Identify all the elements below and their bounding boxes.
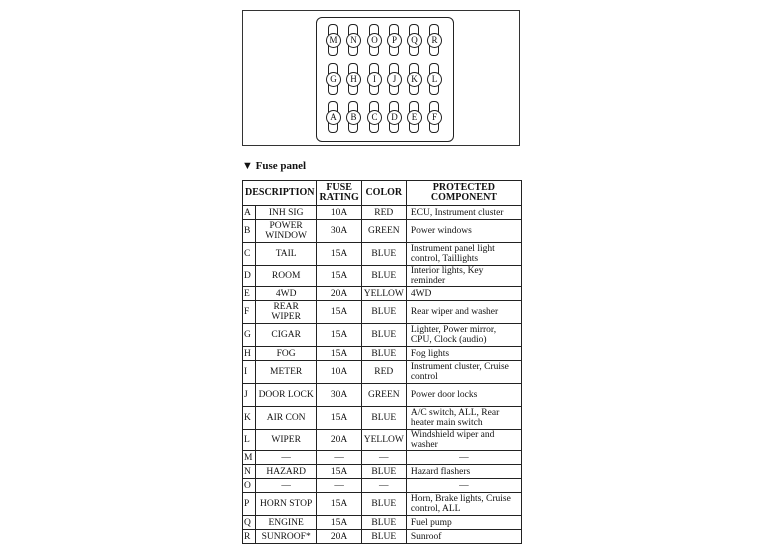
fuse-color: YELLOW (361, 287, 406, 301)
header-color: COLOR (361, 181, 406, 206)
fuse-slot (347, 101, 359, 133)
fuse-description: 4WD (255, 287, 317, 301)
fuse-color: — (361, 451, 406, 465)
fuse-id: A (243, 206, 256, 220)
table-row (243, 479, 522, 493)
fuse-label: F (427, 110, 442, 125)
fuse-id: R (243, 530, 256, 544)
fuse-rating: 10A (317, 361, 361, 384)
fuse-rating: — (317, 451, 361, 465)
fuse-label: Q (407, 33, 422, 48)
fuse-slot (347, 63, 359, 95)
fuse-slot (428, 101, 440, 133)
fuse-color: BLUE (361, 465, 406, 479)
fuse-slot (347, 24, 359, 56)
table-header-row (243, 181, 522, 206)
fuse-slot (388, 24, 400, 56)
fuse-description: HAZARD (255, 465, 317, 479)
fuse-id: G (243, 324, 256, 347)
fuse-label: R (427, 33, 442, 48)
fuse-rating: 20A (317, 530, 361, 544)
fuse-rating: — (317, 479, 361, 493)
fuse-label: O (367, 33, 382, 48)
fuse-label: L (427, 72, 442, 87)
protected-component: Interior lights, Key reminder (406, 266, 521, 287)
fuse-id: P (243, 493, 256, 516)
fuse-panel-caption: ▼ Fuse panel (242, 160, 307, 172)
fuse-description: DOOR LOCK (255, 384, 317, 407)
table-row (243, 465, 522, 479)
fuse-id: D (243, 266, 256, 287)
fuse-description: — (255, 479, 317, 493)
fuse-slot (408, 63, 420, 95)
fuse-description: ROOM (255, 266, 317, 287)
fuse-id: J (243, 384, 256, 407)
fuse-id: H (243, 347, 256, 361)
protected-component: Hazard flashers (406, 465, 521, 479)
protected-component: Horn, Brake lights, Cruise control, ALL (406, 493, 521, 516)
table-row (243, 301, 522, 324)
fuse-rating: 10A (317, 206, 361, 220)
fuse-rating: 15A (317, 493, 361, 516)
fuse-description: METER (255, 361, 317, 384)
fuse-slot (388, 63, 400, 95)
fuse-rating: 15A (317, 516, 361, 530)
protected-component: — (406, 479, 521, 493)
fuse-rating: 15A (317, 266, 361, 287)
fuse-description: — (255, 451, 317, 465)
fuse-rating: 15A (317, 347, 361, 361)
table-row (243, 287, 522, 301)
fuse-rating: 15A (317, 324, 361, 347)
fuse-id: I (243, 361, 256, 384)
fuse-color: BLUE (361, 516, 406, 530)
protected-component: Fog lights (406, 347, 521, 361)
fuse-slot (368, 101, 380, 133)
fuse-rating: 15A (317, 407, 361, 430)
fuse-slot (428, 63, 440, 95)
fuse-color: GREEN (361, 384, 406, 407)
fuse-color: BLUE (361, 301, 406, 324)
fuse-label: E (407, 110, 422, 125)
fuse-description: FOG (255, 347, 317, 361)
protected-component: 4WD (406, 287, 521, 301)
table-row (243, 220, 522, 243)
table-row (243, 430, 522, 451)
protected-component: Fuel pump (406, 516, 521, 530)
fuse-label: C (367, 110, 382, 125)
fuse-color: BLUE (361, 407, 406, 430)
fuse-label: A (326, 110, 341, 125)
fuse-color: BLUE (361, 266, 406, 287)
fuse-color: BLUE (361, 347, 406, 361)
fuse-color: BLUE (361, 530, 406, 544)
fuse-id: F (243, 301, 256, 324)
fuse-slot (327, 24, 339, 56)
fuse-color: BLUE (361, 493, 406, 516)
table-row (243, 407, 522, 430)
protected-component: Sunroof (406, 530, 521, 544)
fuse-description: CIGAR (255, 324, 317, 347)
protected-component: ECU, Instrument cluster (406, 206, 521, 220)
fuse-rating: 20A (317, 430, 361, 451)
table-row (243, 361, 522, 384)
fuse-id: O (243, 479, 256, 493)
fuse-label: G (326, 72, 341, 87)
fuse-description: SUNROOF* (255, 530, 317, 544)
protected-component: Power windows (406, 220, 521, 243)
fuse-color: — (361, 479, 406, 493)
protected-component: Instrument panel light control, Taillights (406, 243, 521, 266)
protected-component: Power door locks (406, 384, 521, 407)
header-fuse-rating: FUSE RATING (317, 181, 361, 206)
table-row (243, 384, 522, 407)
table-row (243, 324, 522, 347)
fuse-id: E (243, 287, 256, 301)
protected-component: Rear wiper and washer (406, 301, 521, 324)
fuse-description: WIPER (255, 430, 317, 451)
fuse-label: I (367, 72, 382, 87)
fuse-id: N (243, 465, 256, 479)
protected-component: Lighter, Power mirror, CPU, Clock (audio) (406, 324, 521, 347)
header-protected-component: PROTECTED COMPONENT (406, 181, 521, 206)
fuse-id: L (243, 430, 256, 451)
fuse-rating: 15A (317, 465, 361, 479)
fuse-id: M (243, 451, 256, 465)
fuse-rating: 30A (317, 220, 361, 243)
fuse-color: YELLOW (361, 430, 406, 451)
fuse-color: RED (361, 206, 406, 220)
fuse-rating: 15A (317, 301, 361, 324)
table-row (243, 451, 522, 465)
fuse-id: Q (243, 516, 256, 530)
table-row (243, 530, 522, 544)
fuse-slot (368, 63, 380, 95)
fuse-table (242, 180, 522, 544)
fuse-slot (408, 24, 420, 56)
fuse-slot (368, 24, 380, 56)
fuse-description: INH SIG (255, 206, 317, 220)
table-row (243, 516, 522, 530)
table-row (243, 206, 522, 220)
fuse-rating: 30A (317, 384, 361, 407)
fuse-label: N (346, 33, 361, 48)
fuse-description: ENGINE (255, 516, 317, 530)
fuse-label: J (387, 72, 402, 87)
table-row (243, 243, 522, 266)
table-row (243, 493, 522, 516)
fuse-color: BLUE (361, 324, 406, 347)
fuse-description: HORN STOP (255, 493, 317, 516)
fuse-rating: 15A (317, 243, 361, 266)
fuse-description: REAR WIPER (255, 301, 317, 324)
fuse-slot (327, 63, 339, 95)
table-row (243, 347, 522, 361)
fuse-rating: 20A (317, 287, 361, 301)
table-row (243, 266, 522, 287)
protected-component: — (406, 451, 521, 465)
fuse-id: K (243, 407, 256, 430)
fuse-description: AIR CON (255, 407, 317, 430)
fuse-color: GREEN (361, 220, 406, 243)
fuse-label: P (387, 33, 402, 48)
fuse-label: H (346, 72, 361, 87)
fuse-label: M (326, 33, 341, 48)
fuse-slot (388, 101, 400, 133)
fuse-label: B (346, 110, 361, 125)
fuse-id: B (243, 220, 256, 243)
fuse-description: TAIL (255, 243, 317, 266)
protected-component: Windshield wiper and washer (406, 430, 521, 451)
fuse-color: BLUE (361, 243, 406, 266)
protected-component: A/C switch, ALL, Rear heater main switch (406, 407, 521, 430)
fuse-slot (327, 101, 339, 133)
fuse-id: C (243, 243, 256, 266)
fuse-description: POWER WINDOW (255, 220, 317, 243)
protected-component: Instrument cluster, Cruise control (406, 361, 521, 384)
fuse-slot (408, 101, 420, 133)
fuse-label: D (387, 110, 402, 125)
fuse-color: RED (361, 361, 406, 384)
header-description: DESCRIPTION (243, 181, 317, 206)
fuse-label: K (407, 72, 422, 87)
fuse-slot (428, 24, 440, 56)
